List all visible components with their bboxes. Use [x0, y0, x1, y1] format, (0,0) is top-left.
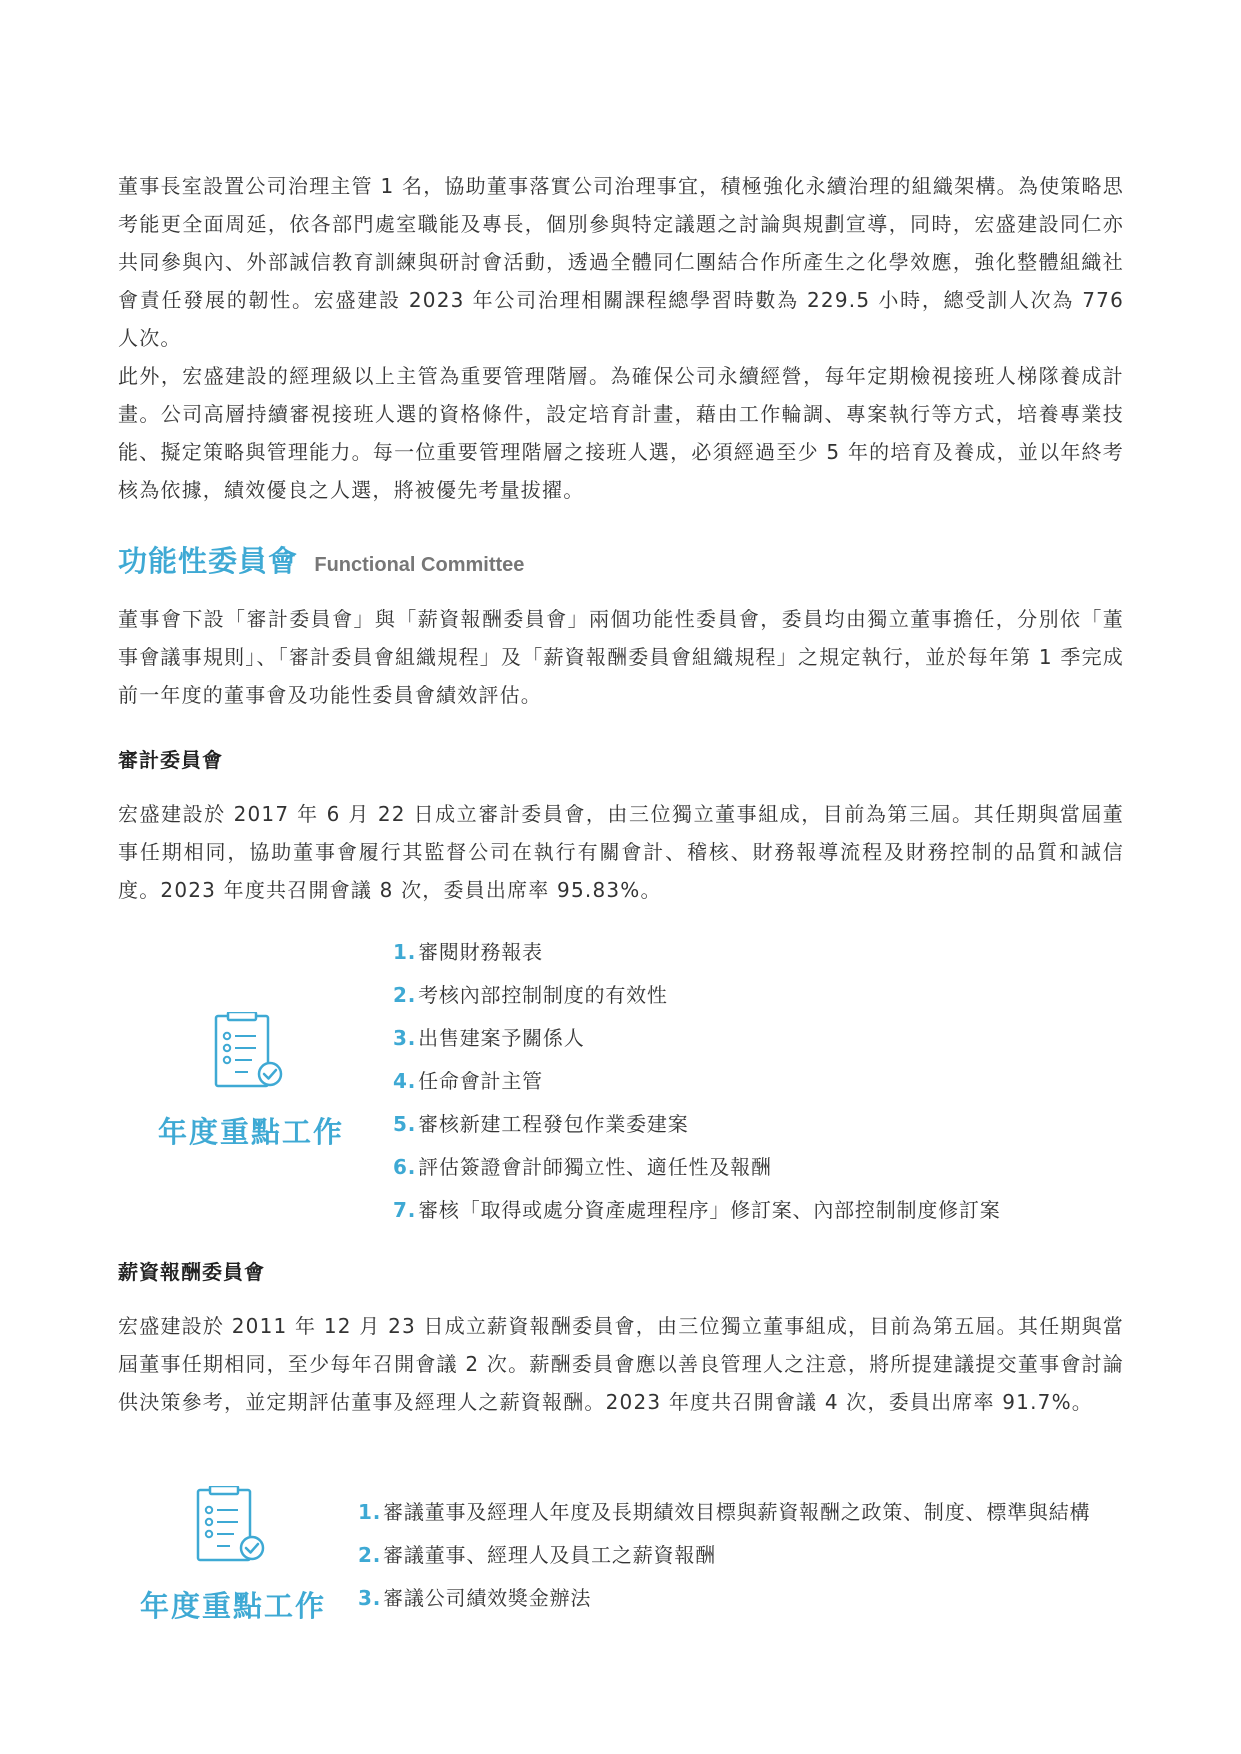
intro-paragraph-2: 此外，宏盛建設的經理級以上主管為重要管理階層。為確保公司永續經營，每年定期檢視接班人梯隊養成計畫。公司高層持續審視接班人選的資格條件，設定培育計畫，藉由工作輪調、專案執行等方式，培養專業技能、擬定策略與管理能力。每一位重要管理階層之接班人選，必須經過至少 5 年的培育及養成，並以年終考核為依據，績效優良之人選，將被優先考量拔擢。 — [118, 364, 1124, 502]
list-item: 1. 審議董事及經理人年度及長期績效目標與薪資報酬之政策、制度、標準與結構 — [358, 1500, 1091, 1524]
audit-task-list — [393, 931, 1001, 1232]
audit-committee-text: 宏盛建設於 2017 年 6 月 22 日成立審計委員會，由三位獨立董事組成，目前為第三屆。其任期與當屆董事任期相同，協助董事會履行其監督公司在執行有關會計、稽核、財務報導流程及財務控制的品質和誠信度。2023 年度共召開會議 8 次，委員出席率 95.83%。 — [118, 802, 1124, 902]
list-item: 2. 考核內部控制制度的有效性 — [393, 983, 668, 1007]
compensation-key-tasks-badge — [140, 1486, 327, 1625]
list-item: 6. 評估簽證會計師獨立性、適任性及報酬 — [393, 1155, 772, 1179]
list-item: 3. 出售建案予關係人 — [393, 1026, 585, 1050]
compensation-committee-text: 宏盛建設於 2011 年 12 月 23 日成立薪資報酬委員會，由三位獨立董事組成，目前為第五屆。其任期與當屆董事任期相同，至少每年召開會議 2 次。薪酬委員會應以善良管理人之注意，將所提建議提交董事會討論供決策參考，並定期評估董事及經理人之薪資報酬。2023 年度共召開會議 4 次，委員出席率 91.7%。 — [118, 1314, 1124, 1414]
audit-key-tasks-badge — [158, 1012, 345, 1151]
checklist-icon — [208, 1012, 288, 1092]
section-title-zh: 功能性委員會 — [118, 544, 299, 578]
compensation-committee-heading: 薪資報酬委員會 — [118, 1260, 265, 1284]
compensation-key-tasks-label: 年度重點工作 — [140, 1589, 327, 1623]
list-item: 5. 審核新建工程發包作業委建案 — [393, 1112, 689, 1136]
list-item: 4. 任命會計主管 — [393, 1069, 543, 1093]
list-item: 7. 審核「取得或處分資產處理程序」修訂案、內部控制制度修訂案 — [393, 1198, 1001, 1222]
section-intro: 董事會下設「審計委員會」與「薪資報酬委員會」兩個功能性委員會，委員均由獨立董事擔任，分別依「董事會議事規則」、「審計委員會組織規程」及「薪資報酬委員會組織規程」之規定執行，並於每年第 1 季完成前一年度的董事會及功能性委員會績效評估。 — [118, 607, 1124, 707]
list-item: 2. 審議董事、經理人及員工之薪資報酬 — [358, 1543, 716, 1567]
checklist-icon — [190, 1486, 270, 1566]
section-title-en: Functional Committee — [314, 554, 525, 576]
section-title — [118, 539, 524, 580]
intro-paragraph-1: 董事長室設置公司治理主管 1 名，協助董事落實公司治理事宜，積極強化永續治理的組織架構。為使策略思考能更全面周延，依各部門處室職能及專長，個別參與特定議題之討論與規劃宣導，同時，宏盛建設同仁亦共同參與內、外部誠信教育訓練與研討會活動，透過全體同仁團結合作所產生之化學效應，強化整體組織社會責任發展的韌性。宏盛建設 2023 年公司治理相關課程總學習時數為 229.5 小時，總受訓人次為 776 人次。 — [118, 174, 1124, 350]
list-item: 1. 審閱財務報表 — [393, 940, 543, 964]
compensation-task-list — [358, 1491, 1090, 1620]
audit-key-tasks-label: 年度重點工作 — [158, 1115, 345, 1149]
list-item: 3. 審議公司績效獎金辦法 — [358, 1586, 592, 1610]
audit-committee-heading: 審計委員會 — [118, 748, 223, 772]
